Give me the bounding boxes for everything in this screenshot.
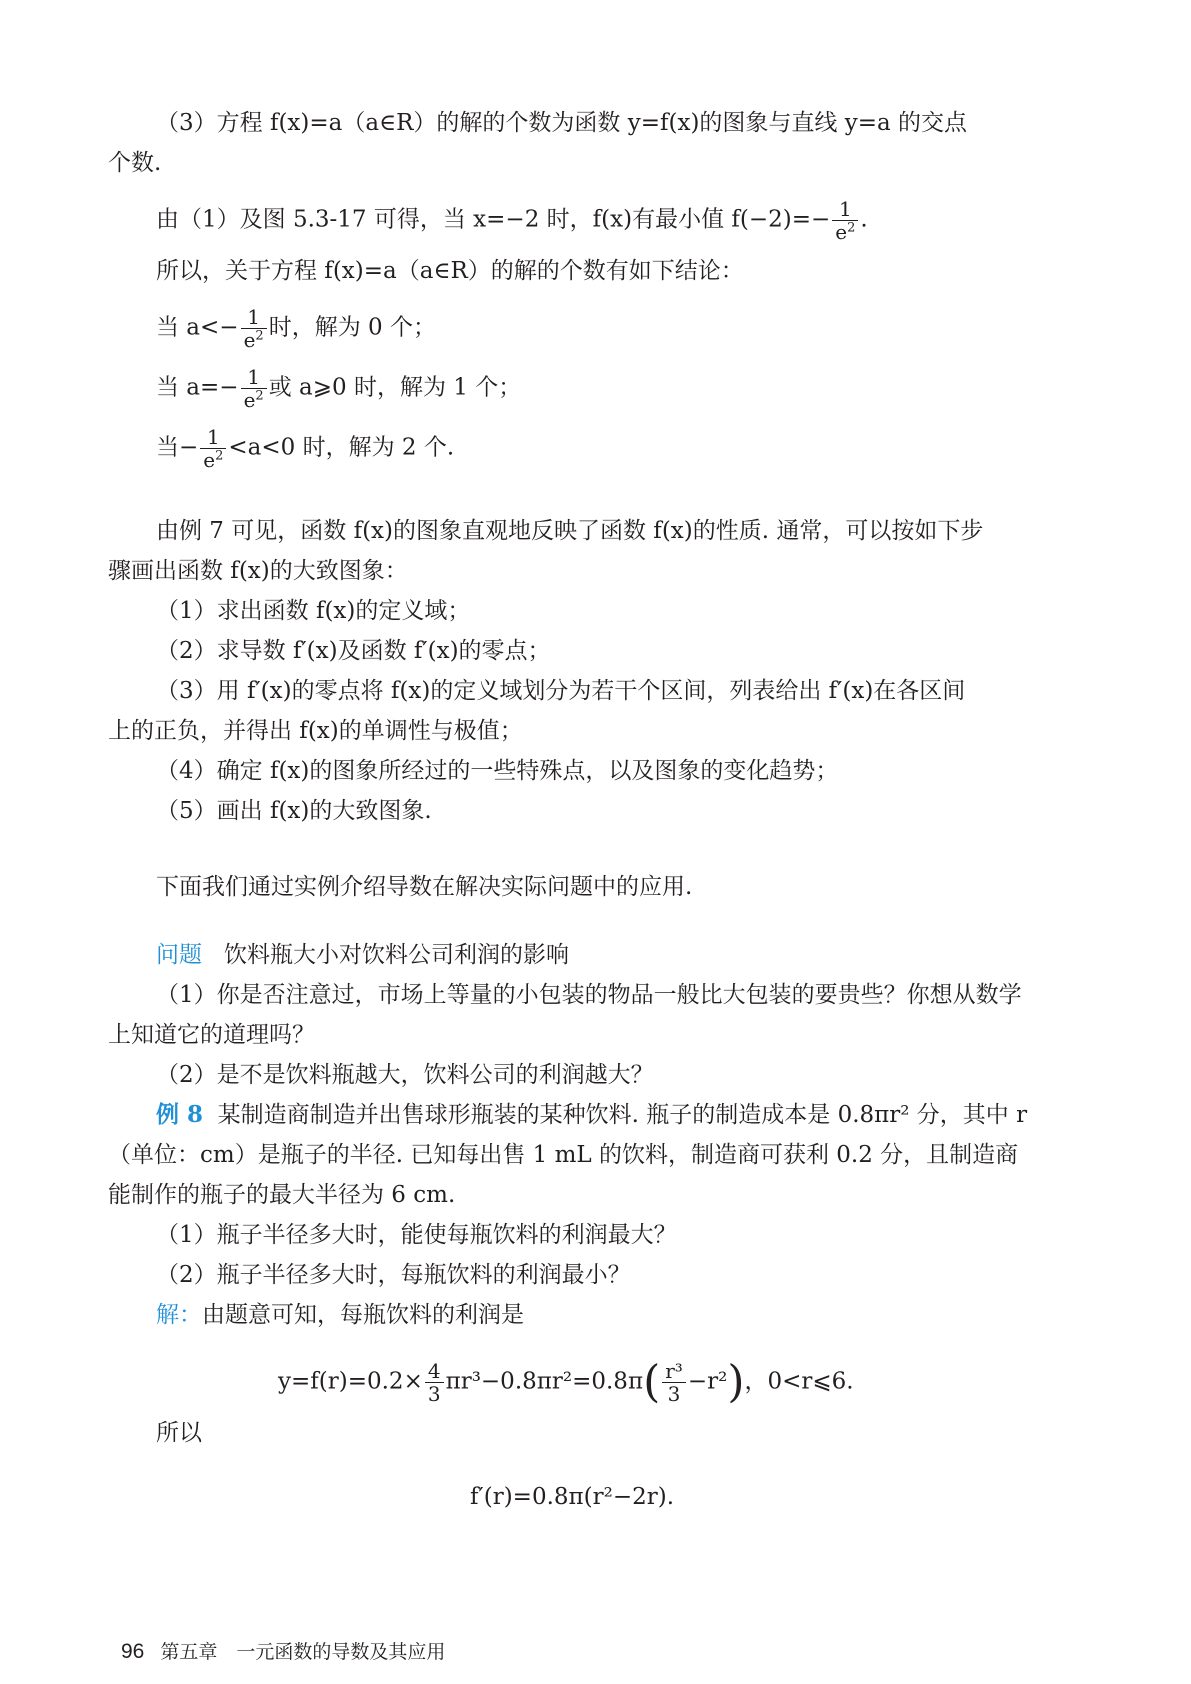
fraction-denominator: 3 [427, 1382, 441, 1406]
case-1-prefix: 当 a<− [156, 314, 239, 341]
example-8-line3: 能制作的瓶子的最大半径为 6 cm. [108, 1182, 456, 1208]
fraction-denominator: $e^2$ [243, 328, 264, 352]
step-2: （2）求导数 f′(x)及函数 f′(x)的零点； [156, 638, 551, 664]
min-value-text: 由（1）及图 5.3-17 可得，当 x=−2 时，f(x)有最小值 f(−2)=− [156, 206, 831, 233]
case-2-suffix: 或 a⩾0 时，解为 1 个； [268, 374, 522, 401]
equation-part-d: ，0<r⩽6. [744, 1368, 854, 1395]
equation-fraction-4-3 [425, 1360, 444, 1405]
problem-q2: （2）是不是饮料瓶越大，饮料公司的利润越大？ [156, 1062, 654, 1088]
page-footer [121, 1637, 445, 1664]
equation-fraction-r3-3 [662, 1360, 686, 1405]
step-3-line2: 上的正负，并得出 f(x)的单调性与极值； [108, 718, 523, 744]
case-2-prefix: 当 a=− [156, 374, 239, 401]
step-5: （5）画出 f(x)的大致图象. [156, 798, 432, 824]
fraction-numerator: 1 [241, 306, 267, 329]
case-1-suffix: 时，解为 0 个； [268, 314, 436, 341]
step-4: （4）确定 f(x)的图象所经过的一些特殊点，以及图象的变化趋势； [156, 758, 839, 784]
fraction-denominator: $e^2$ [203, 448, 224, 472]
case-3-suffix: <a<0 时，解为 2 个. [228, 434, 455, 461]
equation-part-b: πr³−0.8πr²=0.8π [445, 1368, 644, 1395]
profit-equation [278, 1356, 854, 1408]
fraction-denominator: $e^2$ [243, 388, 264, 412]
solution-label: 解： [156, 1302, 202, 1328]
problem-title: 饮料瓶大小对饮料公司利润的影响 [223, 942, 569, 968]
case-2-fraction [241, 366, 267, 411]
example-8-q2: （2）瓶子半径多大时，每瓶饮料的利润最小？ [156, 1262, 631, 1288]
fraction-denominator: $e^2$ [835, 220, 856, 244]
step-3-line1: （3）用 f′(x)的零点将 f(x)的定义域划分为若干个区间，列表给出 f′(x)在各区间 [156, 678, 966, 704]
min-value-line [156, 197, 868, 244]
problem-q1-line1: （1）你是否注意过，市场上等量的小包装的物品一般比大包装的要贵些？你想从数学 [156, 982, 1022, 1008]
case-2 [156, 365, 522, 412]
equation-part-a: y=f(r)=0.2× [278, 1368, 423, 1395]
example-8-q1: （1）瓶子半径多大时，能使每瓶饮料的利润最大？ [156, 1222, 677, 1248]
min-value-fraction [832, 198, 858, 243]
steps-intro-line2: 骤画出函数 f(x)的大致图象： [108, 558, 408, 584]
problem-q1-line2: 上知道它的道理吗？ [108, 1022, 315, 1048]
min-value-suffix: . [860, 206, 868, 233]
fraction-numerator: 1 [241, 366, 267, 389]
example-8-line2: （单位：cm）是瓶子的半径. 已知每出售 1 mL 的饮料，制造商可获利 0.2 分，且制造商 [108, 1142, 1019, 1168]
transition-text: 下面我们通过实例介绍导数在解决实际问题中的应用. [156, 874, 693, 900]
page-number: 96 [121, 1640, 145, 1663]
solution-intro [156, 1300, 524, 1330]
solution-intro-text: 由题意可知，每瓶饮料的利润是 [202, 1302, 524, 1328]
fraction-numerator: 4 [425, 1360, 444, 1383]
derivative-equation: f′(r)=0.8π(r²−2r). [470, 1484, 675, 1510]
problem-heading [156, 940, 569, 970]
right-paren: ) [727, 1356, 745, 1408]
equation-part-c: −r² [687, 1368, 728, 1395]
conclusion-intro: 所以，关于方程 f(x)=a（a∈R）的解的个数有如下结论： [156, 258, 744, 284]
example-8-label: 例 8 [156, 1101, 204, 1128]
left-paren: ( [643, 1356, 661, 1408]
item3-line1: （3）方程 f(x)=a（a∈R）的解的个数为函数 y=f(x)的图象与直线 y=a 的交点 [156, 110, 968, 136]
example-8-line1 [156, 1100, 1027, 1130]
case-3-prefix: 当− [156, 434, 199, 461]
so-text: 所以 [156, 1420, 202, 1446]
steps-intro-line1: 由例 7 可见，函数 f(x)的图象直观地反映了函数 f(x)的性质. 通常，可以按如下步 [156, 518, 984, 544]
case-1-fraction [241, 306, 267, 351]
fraction-numerator: 1 [200, 426, 226, 449]
problem-label: 问题 [156, 942, 202, 968]
case-3-fraction [200, 426, 226, 471]
example-8-text: 某制造商制造并出售球形瓶装的某种饮料. 瓶子的制造成本是 0.8πr² 分，其中 r [217, 1102, 1028, 1128]
fraction-numerator: r³ [662, 1360, 686, 1383]
step-1: （1）求出函数 f(x)的定义域； [156, 598, 471, 624]
fraction-numerator: 1 [832, 198, 858, 221]
item3-line2: 个数. [108, 150, 162, 176]
chapter-title: 第五章 一元函数的导数及其应用 [160, 1642, 446, 1663]
fraction-denominator: 3 [667, 1382, 681, 1406]
case-3 [156, 425, 455, 472]
case-1 [156, 305, 436, 352]
